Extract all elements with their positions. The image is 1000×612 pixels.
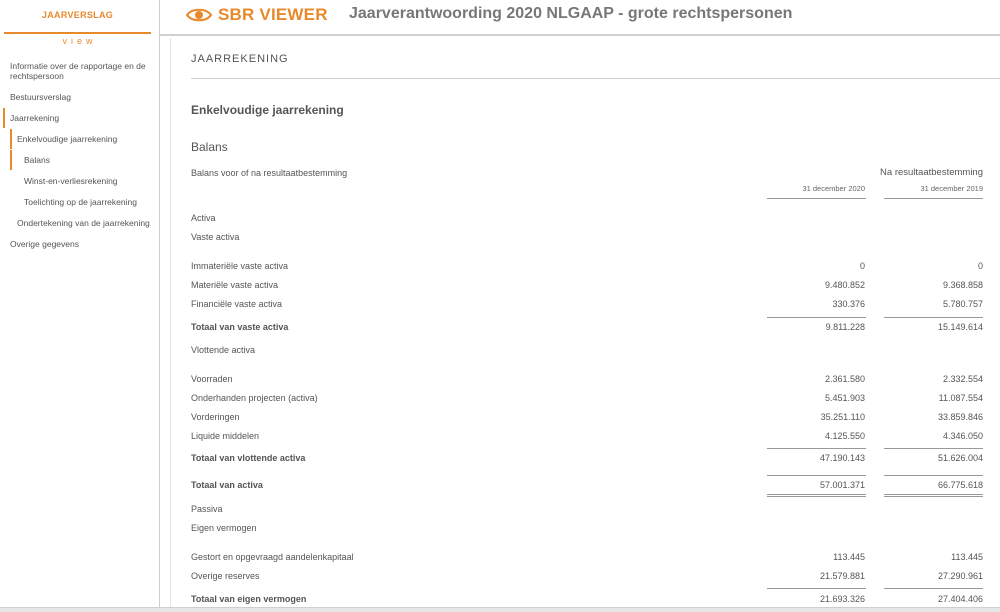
table-cell: 0: [977, 261, 983, 271]
sidebar-item-balans[interactable]: Balans: [0, 155, 159, 165]
brand: [4, 0, 151, 34]
sidebar-item-informatie[interactable]: Informatie over de rapportage en de rechtspersoon: [10, 61, 146, 81]
double-rule: [884, 494, 983, 497]
subtotal-rule: [884, 448, 983, 449]
table-row-label: Vorderingen: [191, 412, 240, 422]
sidebar-item-enkelvoudige-jaarrekening[interactable]: Enkelvoudige jaarrekening: [0, 134, 159, 144]
sidebar-item-winst-en-verliesrekening[interactable]: Winst-en-verliesrekening: [24, 176, 118, 186]
table-cell-total: 47.190.143: [819, 453, 865, 463]
sidebar-item-toelichting[interactable]: Toelichting op de jaarrekening: [24, 197, 137, 207]
sidebar-item-jaarrekening[interactable]: Jaarrekening: [0, 113, 159, 123]
table-row-total-label: Totaal van vaste activa: [191, 322, 289, 332]
table-cell: 5.780.757: [942, 299, 983, 309]
header: [160, 0, 1000, 36]
column-header-2020: 31 december 2020: [802, 184, 865, 193]
table-cell: 2.361.580: [824, 374, 865, 384]
table-cell-total: 51.626.004: [937, 453, 983, 463]
table-row-label: Gestort en opgevraagd aandelenkapitaal: [191, 552, 354, 562]
sidebar-item-overige-gegevens[interactable]: Overige gegevens: [10, 239, 79, 249]
table-cell-grand-total: 57.001.371: [819, 480, 865, 490]
eye-icon: [186, 7, 212, 23]
table-cell-total: 15.149.614: [937, 322, 983, 332]
table-cell: 33.859.846: [937, 412, 983, 422]
table-cell: 113.445: [833, 552, 865, 562]
table-row-grand-total-label: Totaal van activa: [191, 480, 263, 490]
table-cell: 0: [859, 261, 865, 271]
table-cell-total: 21.693.326: [819, 594, 865, 604]
table-cell: 11.087.554: [938, 393, 983, 403]
section-header: JAARREKENING: [191, 53, 289, 65]
page-title: Jaarverantwoording 2020 NLGAAP - grote rechtspersonen: [349, 5, 793, 22]
brand-subtitle: view: [62, 36, 97, 46]
sidebar: [0, 0, 160, 607]
subtotal-rule: [884, 588, 983, 589]
table-cell: 27.290.961: [937, 571, 983, 581]
table-row-total-label: Totaal van eigen vermogen: [191, 594, 307, 604]
table-cell-total: 27.404.406: [937, 594, 983, 604]
sidebar-item-ondertekening[interactable]: Ondertekening van de jaarrekening: [17, 218, 150, 228]
table-cell: 113.445: [951, 552, 983, 562]
group-label-vaste-activa: Vaste activa: [191, 232, 240, 242]
logo-text: SBR VIEWER: [218, 5, 328, 24]
subtotal-rule: [767, 448, 866, 449]
table-cell: 2.332.554: [942, 374, 983, 384]
table-label: Balans voor of na resultaatbestemming: [191, 168, 348, 178]
column-rule: [884, 198, 983, 199]
double-rule: [767, 494, 866, 497]
table-cell: 35.251.110: [820, 412, 865, 422]
heading-balans: Balans: [191, 140, 228, 154]
table-row-label: Immateriële vaste activa: [191, 261, 289, 271]
table-cell: 4.125.550: [824, 431, 865, 441]
subtotal-rule: [767, 588, 866, 589]
group-label-eigen-vermogen: Eigen vermogen: [191, 523, 257, 533]
sidebar-nav: [0, 61, 159, 249]
heading-enkelvoudige: Enkelvoudige jaarrekening: [191, 103, 344, 117]
column-header-2019: 31 december 2019: [920, 184, 983, 193]
sidebar-item-bestuursverslag[interactable]: Bestuursverslag: [10, 92, 71, 102]
column-rule: [767, 198, 866, 199]
table-row-label: Materiële vaste activa: [191, 280, 279, 290]
subtotal-rule: [884, 317, 983, 318]
group-label-passiva: Passiva: [191, 504, 223, 514]
table-cell: 330.376: [832, 299, 865, 309]
total-rule: [884, 475, 983, 476]
section-divider: [191, 78, 1000, 79]
table-row-label: Onderhanden projecten (activa): [191, 393, 318, 403]
horizontal-scrollbar[interactable]: [0, 607, 1000, 612]
table-cell: 4.346.050: [942, 431, 983, 441]
group-label-activa: Activa: [191, 213, 216, 223]
total-rule: [767, 475, 866, 476]
table-row-label: Voorraden: [191, 374, 233, 384]
table-cell-grand-total: 66.775.618: [937, 480, 983, 490]
table-cell: 5.451.903: [824, 393, 865, 403]
table-label-value: Na resultaatbestemming: [880, 167, 983, 178]
table-cell: 9.480.852: [824, 280, 865, 290]
main-content: [170, 38, 1000, 607]
table-cell: 9.368.858: [942, 280, 983, 290]
logo[interactable]: [186, 5, 328, 25]
table-row-label: Financiële vaste activa: [191, 299, 283, 309]
table-row-total-label: Totaal van vlottende activa: [191, 453, 306, 463]
group-label-vlottende-activa: Vlottende activa: [191, 345, 256, 355]
table-row-label: Overige reserves: [191, 571, 260, 581]
table-row-label: Liquide middelen: [191, 431, 260, 441]
subtotal-rule: [767, 317, 866, 318]
table-cell: 21.579.881: [819, 571, 865, 581]
brand-title: JAARVERSLAG: [41, 10, 114, 20]
table-cell-total: 9.811.228: [825, 322, 865, 332]
